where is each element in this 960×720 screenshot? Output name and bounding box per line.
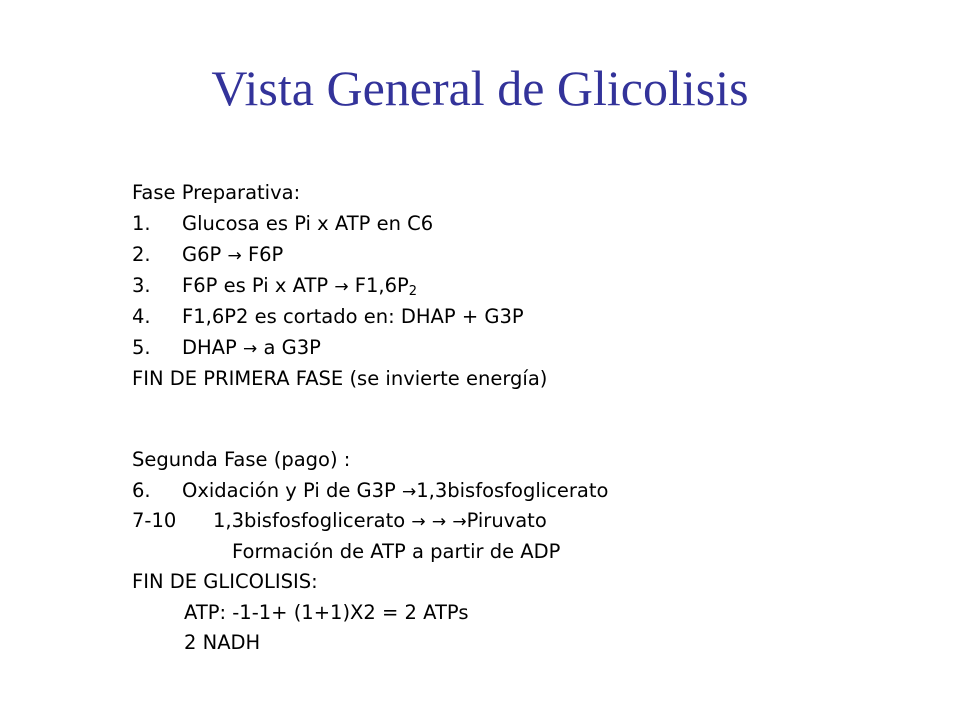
phase1-footer: FIN DE PRIMERA FASE (se invierte energía) xyxy=(132,367,548,390)
step-number: 3. xyxy=(132,274,151,297)
slide-title: Vista General de Glicolisis xyxy=(211,60,749,116)
phase1-section xyxy=(132,177,547,394)
phase1-header: Fase Preparativa: xyxy=(132,181,301,204)
phase2-step-7-detail: Formación de ATP a partir de ADP xyxy=(232,539,561,563)
step-text: F1,6P2 es cortado en: DHAP + G3P xyxy=(182,305,524,328)
step-text: F6P xyxy=(247,243,284,266)
step-text: F1,6P xyxy=(354,274,409,297)
right-arrow-icon: → xyxy=(227,246,242,266)
step-text: G6P xyxy=(182,243,222,266)
phase1-step-2 xyxy=(132,239,547,270)
nadh-summary: 2 NADH xyxy=(184,631,261,654)
right-arrow-icon: → xyxy=(242,339,258,359)
phase1-step-4 xyxy=(132,301,547,332)
subscript: 2 xyxy=(408,284,418,299)
step-number: 2. xyxy=(132,243,151,266)
phase1-step-5 xyxy=(132,332,547,363)
step-text: a G3P xyxy=(263,336,321,359)
phase2-step-6 xyxy=(132,476,608,507)
step-text: 1,3bisfosfoglicerato xyxy=(416,478,609,502)
right-arrow-icon: → xyxy=(411,512,426,532)
right-arrow-icon: → xyxy=(334,277,349,297)
step-number: 1. xyxy=(132,212,151,235)
step-number: 5. xyxy=(132,336,151,359)
step-text: Piruvato xyxy=(466,509,547,532)
step-text: Glucosa es Pi x ATP en C6 xyxy=(182,212,434,235)
phase1-step-3 xyxy=(132,270,547,301)
step-text: DHAP xyxy=(182,336,237,359)
phase1-step-1 xyxy=(132,208,547,239)
atp-summary: ATP: -1-1+ (1+1)X2 = 2 ATPs xyxy=(184,600,469,624)
step-text: 1,3bisfosfoglicerato xyxy=(213,509,406,532)
right-arrow-icon: → xyxy=(452,512,467,532)
right-arrow-icon: → xyxy=(431,512,447,532)
phase2-footer: FIN DE GLICOLISIS: xyxy=(132,570,318,593)
phase2-section xyxy=(132,445,608,659)
step-number: 6. xyxy=(132,478,151,502)
step-number: 4. xyxy=(132,305,151,328)
phase2-header: Segunda Fase (pago) : xyxy=(132,448,351,471)
step-text: Oxidación y Pi de G3P xyxy=(182,478,396,502)
step-number: 7-10 xyxy=(132,509,177,532)
phase2-step-7-10 xyxy=(132,506,608,537)
step-text: F6P es Pi x ATP xyxy=(182,274,329,297)
right-arrow-icon: → xyxy=(402,481,417,502)
